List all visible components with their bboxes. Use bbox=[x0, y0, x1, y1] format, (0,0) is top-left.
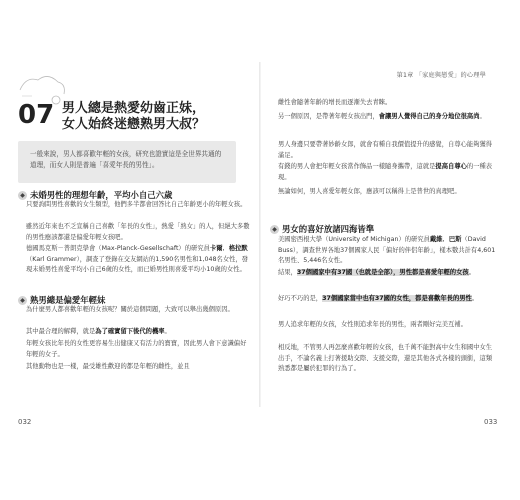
highlight-text: 37個國家中有37國（也就是全部），男性都是喜愛年輕的女孩 bbox=[296, 269, 469, 276]
highlight-text: 為了確實留下後代的機率 bbox=[95, 328, 165, 335]
section-title: 未婚男性的理想年齡，平均小自己六歲 bbox=[30, 190, 173, 200]
section-title: 男女的喜好放諸四海皆準 bbox=[282, 224, 375, 234]
text-run: 另一個原因，是帶著年輕女孩出門， bbox=[278, 113, 379, 120]
paragraph: 雖然近年來也不乏宣稱自己喜歡「年長的女性」，熱愛「熟女」的人，但絕大多數的男性應該都還是偏愛年輕女孩吧。 bbox=[26, 223, 250, 241]
intro-box: 一般來說，男人都喜歡年輕的女孩，研究也證實這是全世界共通的道理，而女人則是普遍「喜愛年長的男性」。 bbox=[18, 141, 236, 183]
paragraph bbox=[278, 162, 496, 183]
paragraph bbox=[278, 294, 496, 305]
text-run: （Karl Grammer），調查了登錄在交友網站的1,590名男性和1,048名女性，發現未婚男性喜愛平均小自己6歲的女性，而已婚男性則喜愛平均小10歲的女性。 bbox=[26, 255, 249, 273]
paragraph: 男人身邊只要帶著妙齡女郎，就會有種自我價值提升的感覺，自尊心能夠獲得滿足。 bbox=[278, 141, 493, 159]
text-run: 。 bbox=[471, 295, 479, 302]
paragraph: 男人追求年輕的女孩，女性則追求年長的男性，兩者剛好完美互補。 bbox=[278, 321, 467, 328]
text-run: 。 bbox=[164, 328, 171, 335]
bullet-icon: ◆ bbox=[18, 296, 27, 305]
paragraph: 無論如何，男人喜愛年輕女郎，應該可以稱得上是普世的真理吧。 bbox=[278, 188, 461, 195]
bullet-icon: ◆ bbox=[270, 225, 279, 234]
section-title: 熟男總是偏愛年輕妹 bbox=[30, 295, 106, 305]
text-run: 。 bbox=[468, 269, 475, 276]
bullet-icon: ◆ bbox=[18, 191, 27, 200]
text-run: 有錢的男人會把年輕女孩當作飾品一樣隨身攜帶，這就是 bbox=[278, 163, 436, 170]
running-head: 第1章 「家庭與戀愛」的心理學 bbox=[396, 72, 486, 79]
text-run: 美國密西根大學（University of Michigan）的研究員 bbox=[278, 236, 430, 243]
highlight-text: 會讓男人覺得自己的身分地位很高尚 bbox=[378, 113, 480, 120]
text-run: 的一種表現。 bbox=[278, 163, 493, 181]
section-heading-3 bbox=[270, 223, 374, 235]
paragraph: 其他動物也是一樣，最受雄性歡迎的都是年輕的雌性，並且 bbox=[26, 363, 190, 370]
highlight-text: 37個國家當中也有37國的女性，都是喜歡年長的男性 bbox=[322, 295, 472, 302]
text-run: 。 bbox=[479, 113, 486, 120]
chapter-title-line1: 男人總是熱愛幼齒正妹， bbox=[62, 101, 206, 116]
paragraph bbox=[278, 112, 496, 123]
paragraph bbox=[278, 268, 496, 279]
paragraph bbox=[26, 244, 250, 276]
text-run: 好巧不巧的是， bbox=[278, 295, 323, 302]
text-run: 結果， bbox=[278, 269, 297, 276]
chapter-number: 07 bbox=[18, 100, 55, 130]
chapter-title bbox=[62, 101, 252, 133]
paragraph bbox=[278, 235, 496, 267]
highlight-text: 卡爾．格拉默 bbox=[209, 245, 248, 252]
text-run: （David Buss），調查世界各地37個國家人民「偏好的伴侶年齡」，樣本數共計有4,601名男性、5,446名女性。 bbox=[278, 236, 496, 264]
book-gutter bbox=[259, 62, 261, 407]
text-run: 其中最合理的解釋，就是 bbox=[26, 328, 96, 335]
paragraph: 相反地，不管男人再怎麼喜歡年輕的女孩，也千萬不能對高中女生和國中女生出手，不論名義上打著援助交際、支援交際，還是其他各式各樣的頭銜，這類熟悉都是屬於犯罪的行為了。 bbox=[278, 344, 493, 372]
paragraph: 為什麼男人都喜歡年輕的女孩呢？關於這個問題，大致可以舉出幾個原因。 bbox=[26, 306, 234, 313]
highlight-text: 提高自尊心 bbox=[435, 163, 467, 170]
paragraph: 只要詢問男性喜歡的女生類型，他們多半都會回答比自己年齡更小的年輕女孩。 bbox=[26, 201, 247, 208]
chapter-title-line2: 女人始終迷戀熟男大叔？ bbox=[62, 117, 206, 132]
paragraph bbox=[26, 327, 250, 338]
text-run: 德國馬克斯－普朗克學會（Max-Planck-Gesellschaft）的研究員 bbox=[26, 245, 210, 252]
page-number-right: 033 bbox=[484, 418, 498, 426]
paragraph: 雌性會隨著年齡的增長而逐漸失去青睞。 bbox=[278, 99, 392, 106]
paragraph: 年輕女孩比年長的女性更容易生出健康又有活力的寶寶，因此男人會下意識偏好年輕的女子。 bbox=[26, 340, 247, 358]
page-number-left: 032 bbox=[18, 418, 32, 426]
highlight-text: 戴維．巴斯 bbox=[429, 236, 462, 243]
